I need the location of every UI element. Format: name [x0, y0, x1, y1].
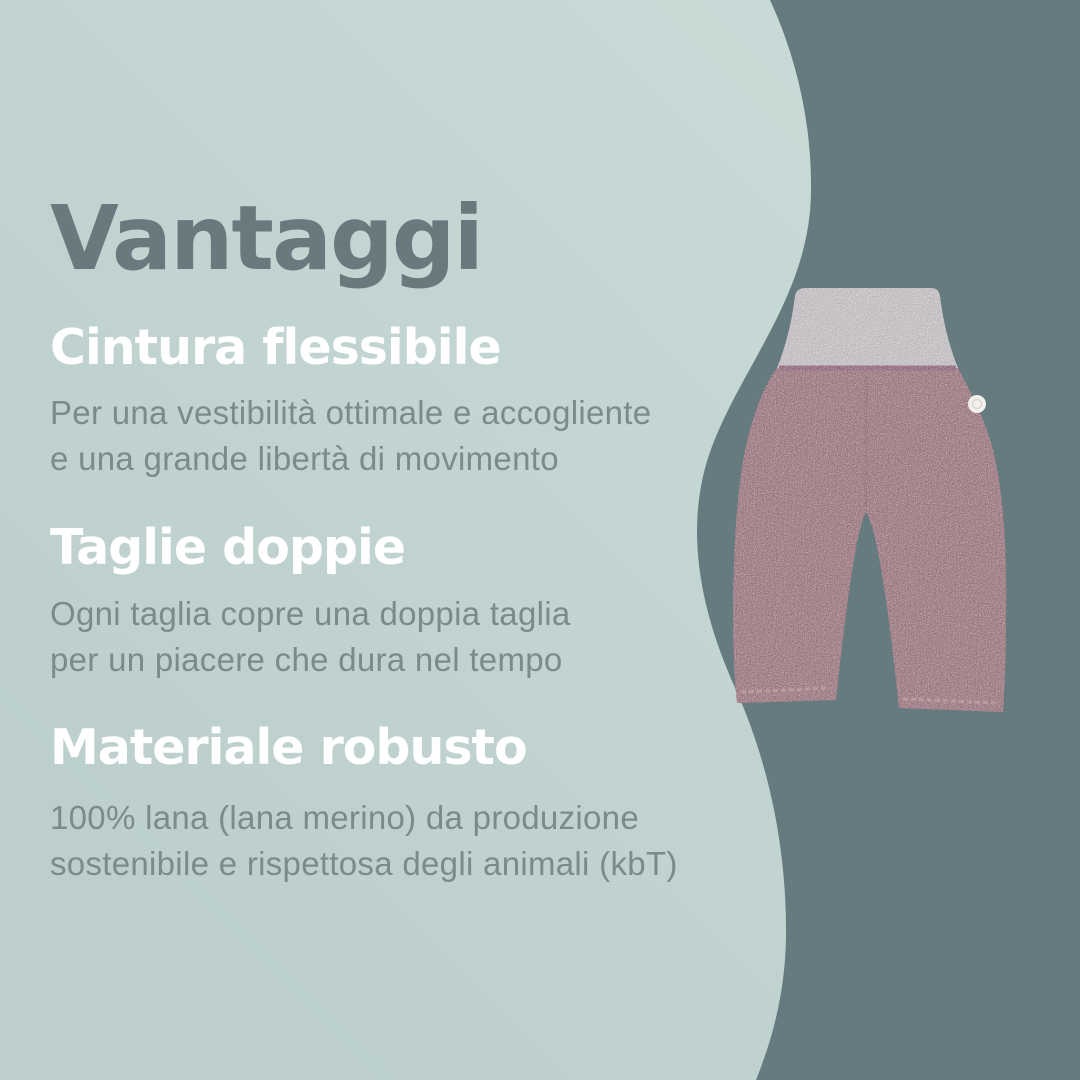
page-title: Vantaggi [50, 186, 482, 290]
benefit-heading-cintura-flessibile: Cintura flessibile [50, 319, 501, 376]
benefit-heading-taglie-doppie: Taglie doppie [50, 519, 406, 576]
benefit-body-line: Ogni taglia copre una doppia taglia [50, 595, 571, 632]
brand-tag-icon [968, 395, 986, 413]
benefit-body-cintura-flessibile [50, 390, 651, 482]
benefit-body-line: sostenibile e rispettosa degli animali (kbT) [50, 845, 678, 882]
benefit-body-line: 100% lana (lana merino) da produzione [50, 799, 639, 836]
benefit-body-materiale-robusto [50, 795, 678, 887]
benefit-heading-materiale-robusto: Materiale robusto [50, 719, 527, 776]
benefit-body-line: Per una vestibilità ottimale e accogliente [50, 394, 652, 431]
benefit-body-taglie-doppie [50, 591, 571, 683]
benefit-body-line: per un piacere che dura nel tempo [50, 641, 563, 678]
benefit-body-line: e una grande libertà di movimento [50, 440, 559, 477]
